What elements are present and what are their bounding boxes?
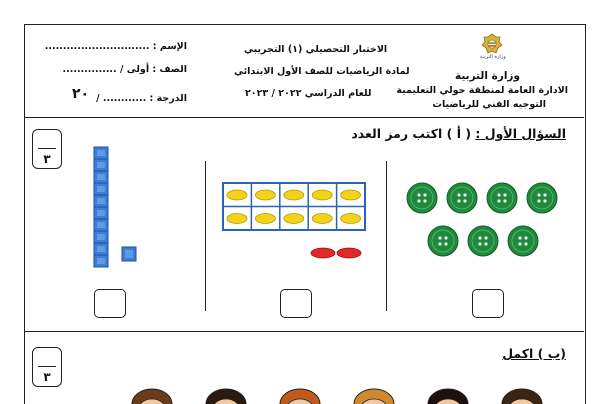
question1-score: ٣ bbox=[43, 152, 51, 166]
red-counter bbox=[337, 248, 361, 258]
yellow-counter bbox=[312, 190, 332, 200]
district-name: الادارة العامة لمنطقة حولي التعليمية bbox=[396, 85, 568, 96]
children-illustration-icon bbox=[130, 382, 570, 404]
ministry-name: وزارة التربية bbox=[454, 70, 520, 82]
buttons-icon bbox=[400, 180, 570, 260]
question1-heading bbox=[351, 126, 566, 141]
question1-title: السؤال الأول : bbox=[475, 126, 566, 141]
exam-title: الاختبار التحصيلي (١) التجريبي bbox=[244, 44, 388, 55]
question2-score-box bbox=[32, 347, 62, 387]
ten-frame-icon bbox=[222, 182, 372, 262]
question1-subtitle: ( أ ) اكتب رمز العدد bbox=[351, 126, 472, 141]
yellow-counter bbox=[284, 190, 304, 200]
exam-year: للعام الدراسي ٢٠٢٢ / ٢٠٢٣ bbox=[245, 88, 372, 99]
header-divider bbox=[24, 117, 584, 118]
yellow-counter bbox=[341, 214, 361, 224]
yellow-counter bbox=[255, 214, 275, 224]
yellow-counter bbox=[284, 214, 304, 224]
grade-total: ٢٠ bbox=[72, 86, 90, 102]
class-field[interactable]: الصف : أولى / ............... bbox=[62, 64, 187, 75]
section-divider bbox=[24, 331, 584, 332]
question2-title: (ب ) اكمل bbox=[502, 346, 566, 361]
red-counter bbox=[311, 248, 335, 258]
grade-field[interactable] bbox=[96, 93, 187, 104]
column-divider-left bbox=[205, 161, 206, 311]
question2-heading bbox=[502, 346, 566, 361]
emblem-caption: وزارة التربية bbox=[480, 54, 506, 60]
linking-cubes-icon bbox=[86, 145, 142, 269]
question1-score-box bbox=[32, 129, 62, 169]
grade-label: الدرجة : ............ / bbox=[96, 93, 187, 104]
yellow-counter bbox=[227, 190, 247, 200]
yellow-counter bbox=[312, 214, 332, 224]
exam-subject: لمادة الرياضيات للصف الأول الابتدائي bbox=[234, 66, 410, 77]
answer-box-cubes[interactable] bbox=[94, 289, 126, 318]
student-name-field[interactable]: الإسم : ............................. bbox=[44, 41, 187, 52]
column-divider-right bbox=[386, 161, 387, 311]
yellow-counter bbox=[227, 214, 247, 224]
question2-score: ٣ bbox=[43, 370, 51, 384]
department-name: التوجيه الفني للرياضيات bbox=[432, 99, 546, 110]
ministry-emblem-icon bbox=[480, 33, 504, 55]
yellow-counter bbox=[341, 190, 361, 200]
answer-box-buttons[interactable] bbox=[472, 289, 504, 318]
yellow-counter bbox=[255, 190, 275, 200]
answer-box-ten-frame[interactable] bbox=[280, 289, 312, 318]
